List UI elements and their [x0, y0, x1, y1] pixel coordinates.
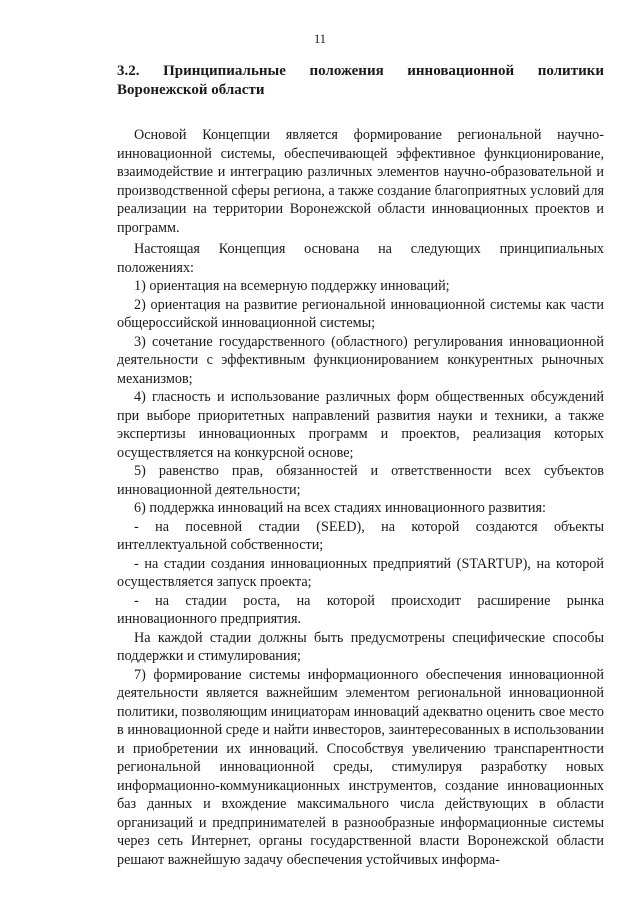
paragraph-principles-intro: Настоящая Концепция основана на следующих принципиальных положениях: [117, 241, 604, 276]
list-item-3: 3) сочетание государственного (областного) регулирования инновационной деятельности с эффективным функционированием конкурентных рыночных механизмов; [117, 333, 604, 387]
document-body [117, 62, 604, 869]
list-item-7: 7) формирование системы информационного обеспечения инновационной деятельности является важнейшим элементом региональной инновационной политики, позволяющим инициаторам инноваций адекватно оценить свое место в инновационной среде и найти инвесторов, заинтересованных в использовании и приобретении их инноваций. Способствуя увеличению транспарентности региональной инновационной среды, стимулируя разработку новых информационно-коммуникационных инструментов, создание инновационных баз данных и вхождение максимального числа действующих в области организаций и предпринимателей в разнообразные информационные системы через сеть Интернет, органы государственной власти Воронежской области решают важнейшую задачу обеспечения устойчивых информа- [117, 666, 604, 868]
list-item-4: 4) гласность и использование различных форм общественных обсуждений при выборе приоритетных направлений развития науки и техники, а также экспертизы инновационных программ и проектов, реализация которых осуществляется на конкурсной основе; [117, 389, 604, 461]
list-item-2: 2) ориентация на развитие региональной инновационной системы как части общероссийской инновационной системы; [117, 296, 604, 331]
sub-item-startup: - на стадии создания инновационных предприятий (STARTUP), на которой осуществляется запуск проекта; [117, 555, 604, 590]
list-item-5: 5) равенство прав, обязанностей и ответственности всех субъектов инновационной деятельности; [117, 463, 604, 498]
sub-item-seed: - на посевной стадии (SEED), на которой создаются объекты интеллектуальной собственности; [117, 518, 604, 553]
page-number: 11 [313, 32, 327, 46]
sub-item-growth: - на стадии роста, на которой происходит расширение рынка инновационного предприятия. [117, 592, 604, 627]
paragraph-concept-basis: Основой Концепции является формирование региональной научно-инновационной системы, обеспечивающей эффективное функционирование, взаимодействие и интеграцию различных элементов научно-образовательной и производственной сферы региона, а также создание благоприятных условий для реализации на территории Воронежской области инновационных проектов и программ. [117, 127, 604, 236]
list-item-1: 1) ориентация на всемерную поддержку инноваций; [134, 278, 450, 294]
paragraph-stage-support: На каждой стадии должны быть предусмотрены специфические способы поддержки и стимулирования; [117, 629, 604, 664]
list-item-6: 6) поддержка инноваций на всех стадиях инновационного развития: [134, 500, 546, 516]
section-heading: 3.2. Принципиальные положения инновационной политики Воронежской области [117, 63, 604, 98]
